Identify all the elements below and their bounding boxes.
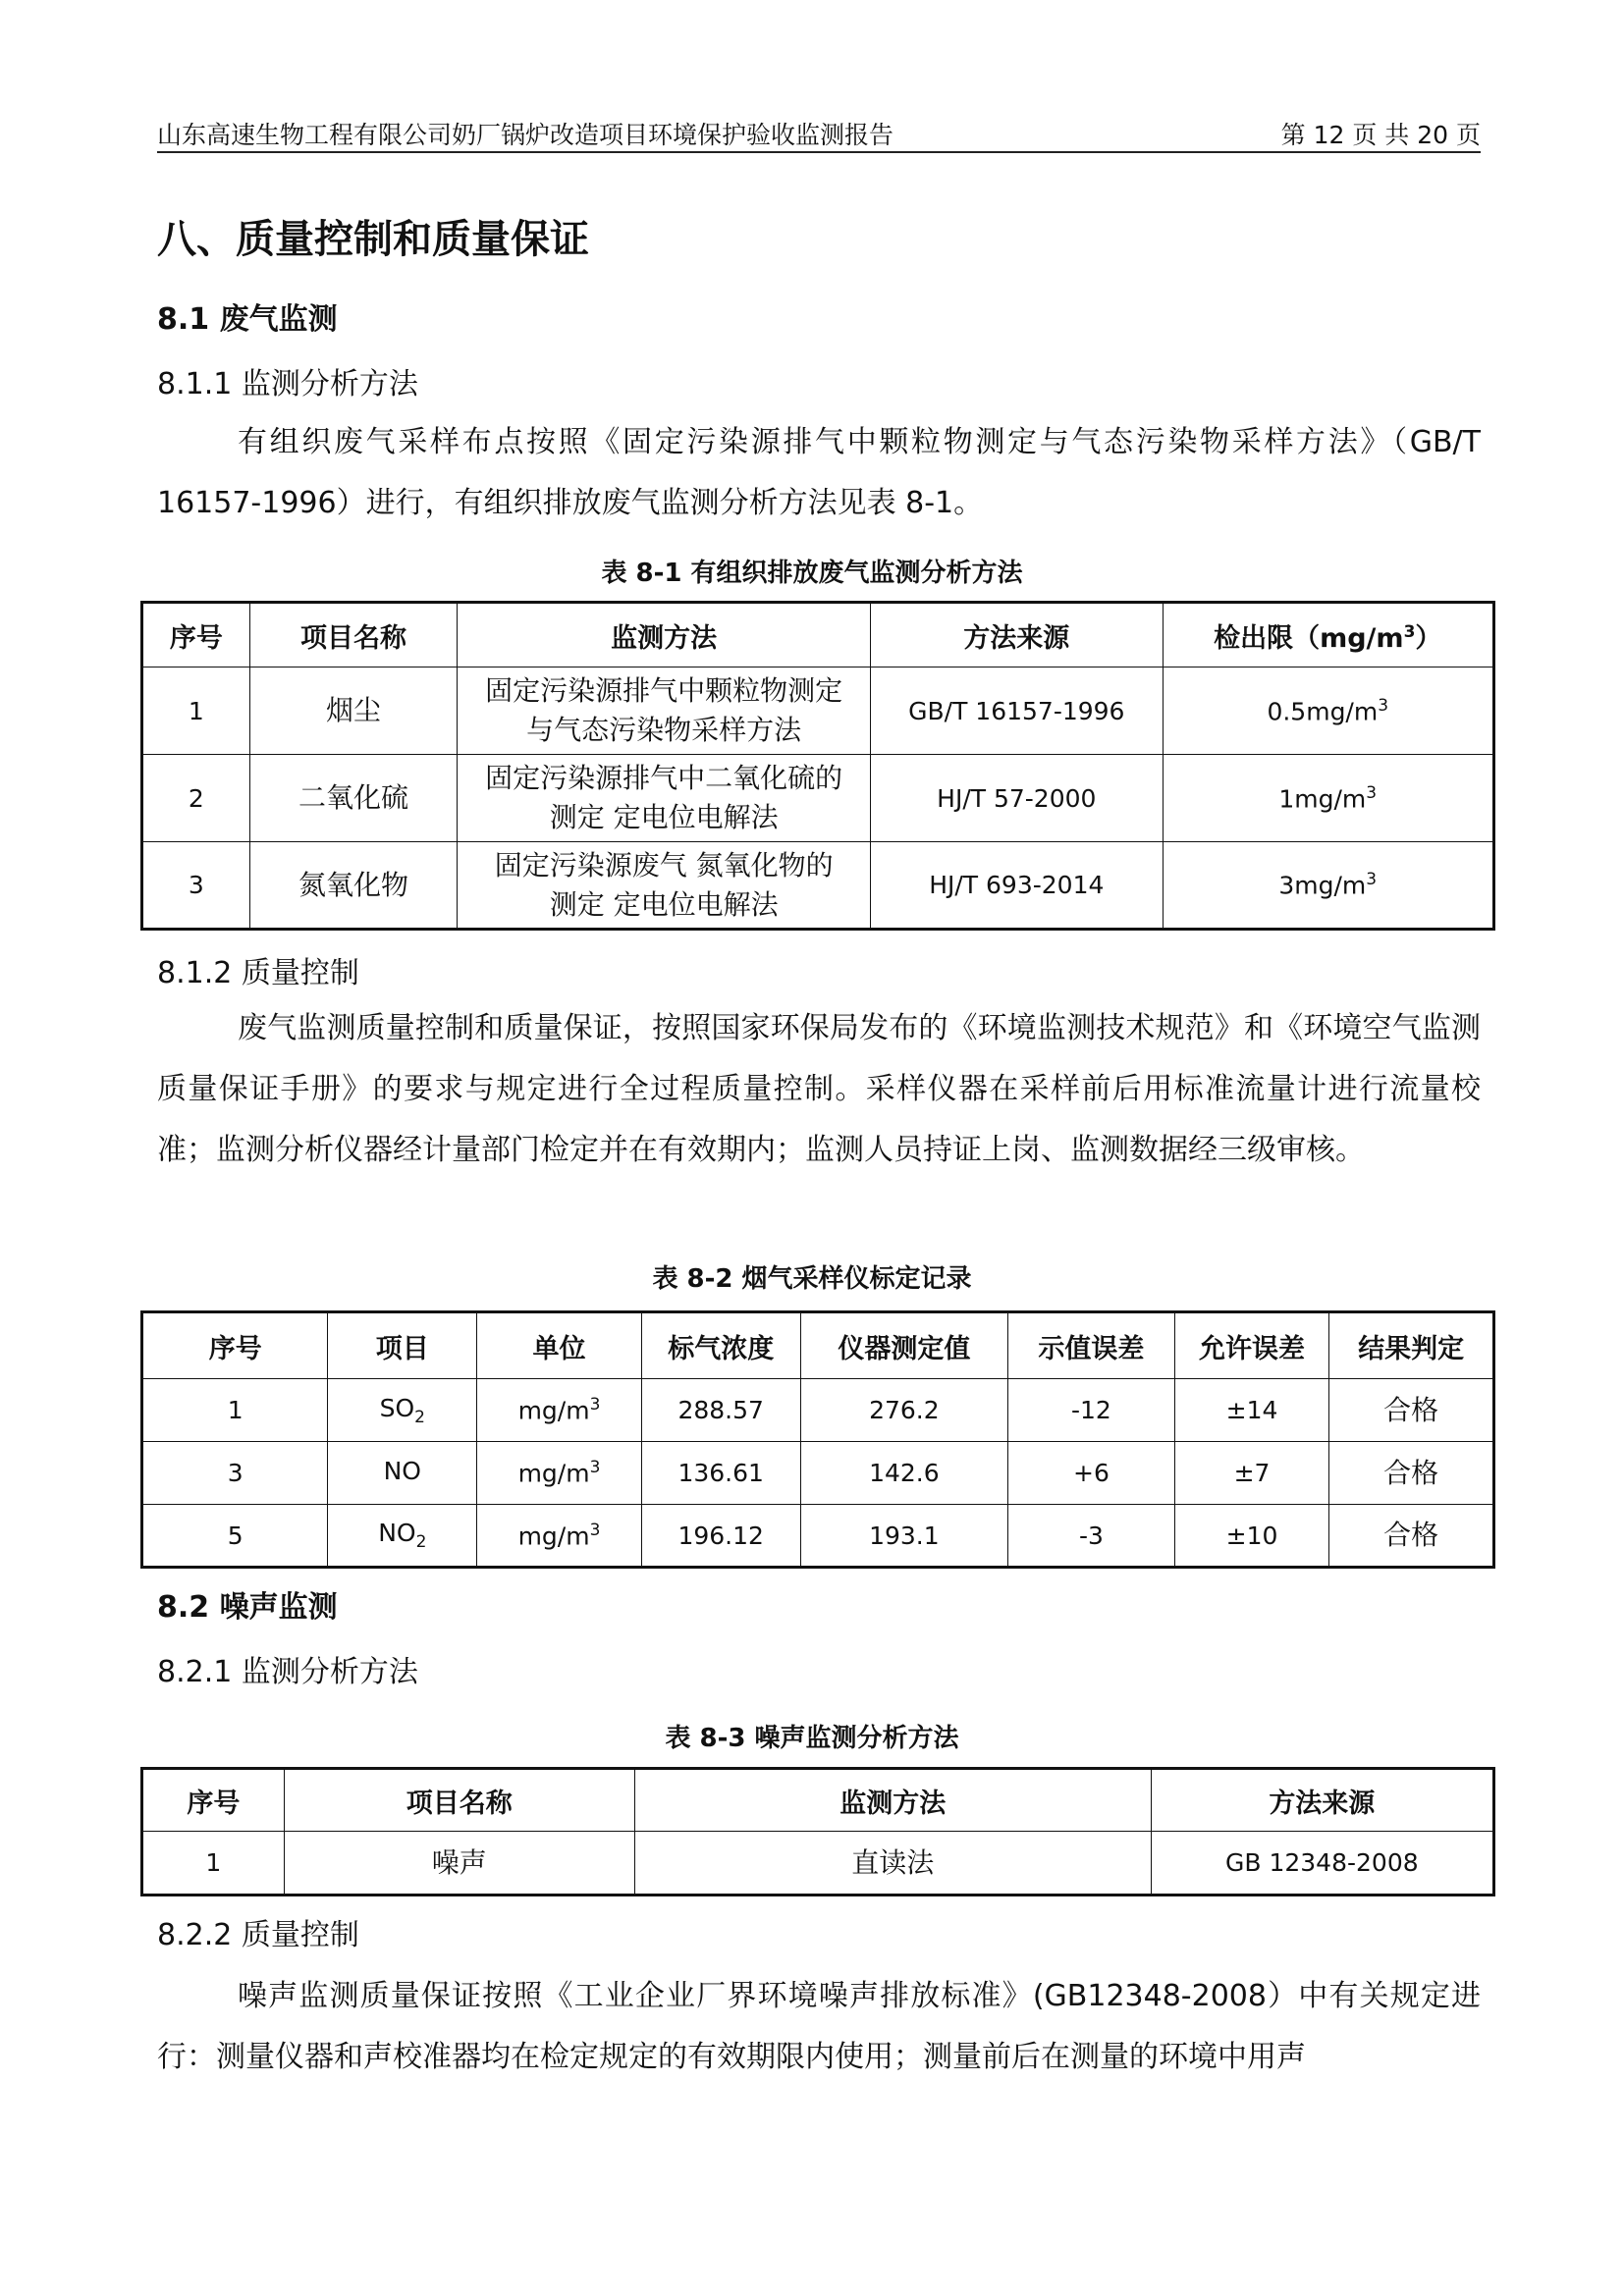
table-8-1 xyxy=(140,601,1495,931)
header-cell: 结果判定 xyxy=(1329,1312,1494,1379)
table-row xyxy=(142,667,1494,755)
table-header-row xyxy=(142,1312,1494,1379)
table-row xyxy=(142,1379,1494,1442)
section-8-2-1-title: 8.2.1 监测分析方法 xyxy=(157,1655,418,1689)
header-cell: 序号 xyxy=(142,1769,285,1832)
cell-no: 3 xyxy=(142,842,250,930)
chapter-title: 八、质量控制和质量保证 xyxy=(157,217,589,262)
cell-item: $SO_2$ xyxy=(328,1379,477,1442)
header-cell: 项目名称 xyxy=(284,1769,634,1832)
cell-unit: $mg/m^3$ xyxy=(477,1379,642,1442)
cell-no: 1 xyxy=(142,1832,285,1896)
table-row xyxy=(142,1505,1494,1568)
table-header-row xyxy=(142,603,1494,667)
section-8-2-title: 8.2 噪声监测 xyxy=(157,1590,338,1625)
header-cell: 方法来源 xyxy=(871,603,1163,667)
header-cell: 仪器测定值 xyxy=(800,1312,1008,1379)
header-cell: 允许误差 xyxy=(1174,1312,1329,1379)
cell-item: NO xyxy=(328,1442,477,1505)
cell-allowed: ±14 xyxy=(1174,1379,1329,1442)
table-row xyxy=(142,755,1494,842)
paragraph-8-1-2: 废气监测质量控制和质量保证，按照国家环保局发布的《环境监测技术规范》和《环境空气监测质量保证手册》的要求与规定进行全过程质量控制。采样仪器在采样前后用标准流量计进行流量校准；监测分析仪器经计量部门检定并在有效期内；监测人员持证上岗、监测数据经三级审核。 xyxy=(157,1011,1481,1167)
cell-no: 5 xyxy=(142,1505,328,1568)
cell-std: 196.12 xyxy=(641,1505,800,1568)
header-cell: 单位 xyxy=(477,1312,642,1379)
cell-method: 直读法 xyxy=(634,1832,1151,1896)
cell-no: 2 xyxy=(142,755,250,842)
cell-measured: 142.6 xyxy=(800,1442,1008,1505)
section-8-2-2-title: 8.2.2 质量控制 xyxy=(157,1918,359,1952)
cell-result: 合格 xyxy=(1329,1442,1494,1505)
header-cell: 监测方法 xyxy=(634,1769,1151,1832)
cell-limit: $0.5mg/m^3$ xyxy=(1163,667,1494,755)
cell-name: 烟尘 xyxy=(249,667,457,755)
cell-error: +6 xyxy=(1008,1442,1175,1505)
table-row xyxy=(142,1442,1494,1505)
table-8-2-caption: 表 8-2 烟气采样仪标定记录 xyxy=(652,1264,972,1294)
cell-no: 1 xyxy=(142,1379,328,1442)
header-cell: 检出限$(mg/m^3)$ xyxy=(1163,603,1494,667)
paragraph-8-1-1: 有组织废气采样布点按照《固定污染源排气中颗粒物测定与气态污染物采样方法》（GB/T 16157-1996）进行，有组织排放废气监测分析方法见表 8-1。 xyxy=(157,425,1481,520)
header-cell: 序号 xyxy=(142,1312,328,1379)
report-title: 山东高速生物工程有限公司奶厂锅炉改造项目环境保护验收监测报告 xyxy=(157,121,894,149)
cell-error: -12 xyxy=(1008,1379,1175,1442)
cell-source: GB 12348-2008 xyxy=(1151,1832,1493,1896)
cell-source: HJ/T 57-2000 xyxy=(871,755,1163,842)
cell-name: 氮氧化物 xyxy=(249,842,457,930)
cell-unit: $mg/m^3$ xyxy=(477,1442,642,1505)
header-cell: 项目 xyxy=(328,1312,477,1379)
table-8-2 xyxy=(140,1310,1495,1569)
cell-method: 固定污染源排气中颗粒物测定 与气态污染物采样方法 xyxy=(458,667,871,755)
header-cell: 方法来源 xyxy=(1151,1769,1493,1832)
cell-error: -3 xyxy=(1008,1505,1175,1568)
cell-limit: $1mg/m^3$ xyxy=(1163,755,1494,842)
paragraph-8-2-2: 噪声监测质量保证按照《工业企业厂界环境噪声排放标准》(GB12348-2008）中有关规定进行：测量仪器和声校准器均在检定规定的有效期限内使用；测量前后在测量的环境中用声 xyxy=(157,1979,1481,2074)
cell-no: 1 xyxy=(142,667,250,755)
cell-limit: $3mg/m^3$ xyxy=(1163,842,1494,930)
table-8-1-caption: 表 8-1 有组织排放废气监测分析方法 xyxy=(601,559,1023,588)
page-header xyxy=(157,116,1481,153)
table-header-row xyxy=(142,1769,1494,1832)
cell-no: 3 xyxy=(142,1442,328,1505)
header-cell: 示值误差 xyxy=(1008,1312,1175,1379)
cell-measured: 276.2 xyxy=(800,1379,1008,1442)
cell-result: 合格 xyxy=(1329,1379,1494,1442)
cell-source: HJ/T 693-2014 xyxy=(871,842,1163,930)
cell-result: 合格 xyxy=(1329,1505,1494,1568)
table-row xyxy=(142,1832,1494,1896)
header-cell: 监测方法 xyxy=(458,603,871,667)
cell-method: 固定污染源排气中二氧化硫的 测定 定电位电解法 xyxy=(458,755,871,842)
table-8-3 xyxy=(140,1767,1495,1896)
cell-allowed: ±10 xyxy=(1174,1505,1329,1568)
section-8-1-2-title: 8.1.2 质量控制 xyxy=(157,956,359,990)
header-cell: 标气浓度 xyxy=(641,1312,800,1379)
cell-method: 固定污染源废气 氮氧化物的 测定 定电位电解法 xyxy=(458,842,871,930)
table-row xyxy=(142,842,1494,930)
cell-name: 二氧化硫 xyxy=(249,755,457,842)
cell-measured: 193.1 xyxy=(800,1505,1008,1568)
section-8-1-1-title: 8.1.1 监测分析方法 xyxy=(157,367,418,401)
cell-name: 噪声 xyxy=(284,1832,634,1896)
section-8-1-title: 8.1 废气监测 xyxy=(157,302,338,337)
cell-unit: $mg/m^3$ xyxy=(477,1505,642,1568)
cell-item: $NO_2$ xyxy=(328,1505,477,1568)
cell-source: GB/T 16157-1996 xyxy=(871,667,1163,755)
cell-allowed: ±7 xyxy=(1174,1442,1329,1505)
header-cell: 项目名称 xyxy=(249,603,457,667)
cell-std: 288.57 xyxy=(641,1379,800,1442)
page-number: 第 12 页 共 20 页 xyxy=(1280,121,1481,149)
cell-std: 136.61 xyxy=(641,1442,800,1505)
table-8-3-caption: 表 8-3 噪声监测分析方法 xyxy=(665,1724,959,1753)
header-cell: 序号 xyxy=(142,603,250,667)
